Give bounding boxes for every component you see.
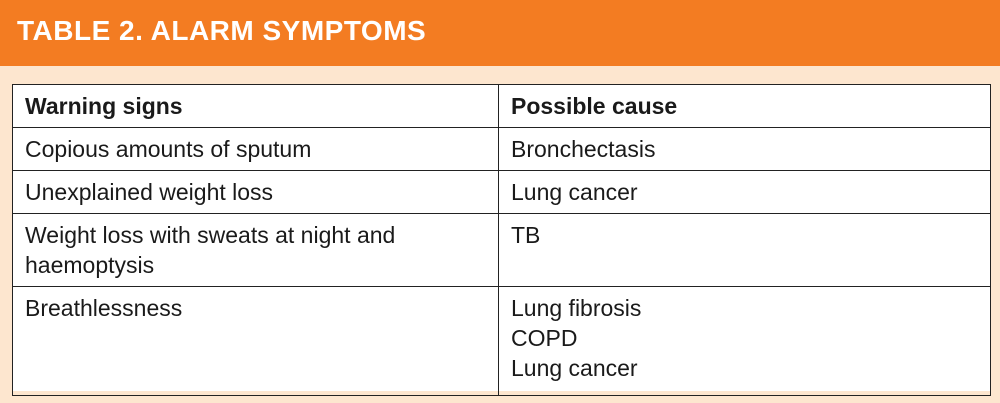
- possible-cause-cell: [499, 128, 991, 171]
- table-row: [13, 287, 991, 396]
- cause-item: COPD: [511, 325, 578, 351]
- table-title: TABLE 2. ALARM SYMPTOMS: [17, 15, 427, 46]
- warning-sign-cell: Weight loss with sweats at night and haemoptysis: [13, 214, 499, 287]
- table-title-bar: [0, 0, 1000, 66]
- warning-sign-cell: Unexplained weight loss: [13, 171, 499, 214]
- cause-item: Lung cancer: [511, 179, 638, 205]
- warning-sign-cell: Copious amounts of sputum: [13, 128, 499, 171]
- column-header-possible-cause: Possible cause: [499, 85, 991, 128]
- alarm-symptoms-table-container: [12, 84, 990, 391]
- table-row: [13, 171, 991, 214]
- table-row: [13, 128, 991, 171]
- warning-sign-cell: Breathlessness: [13, 287, 499, 396]
- cause-item: Lung fibrosis: [511, 295, 642, 321]
- column-header-warning-signs: Warning signs: [13, 85, 499, 128]
- possible-cause-cell: [499, 171, 991, 214]
- alarm-symptoms-table: [12, 84, 991, 396]
- possible-cause-cell: [499, 287, 991, 396]
- table-row: [13, 214, 991, 287]
- cause-item: Lung cancer: [511, 355, 638, 381]
- table-header-row: [13, 85, 991, 128]
- cause-item: TB: [511, 222, 541, 248]
- possible-cause-cell: [499, 214, 991, 287]
- cause-item: Bronchectasis: [511, 136, 656, 162]
